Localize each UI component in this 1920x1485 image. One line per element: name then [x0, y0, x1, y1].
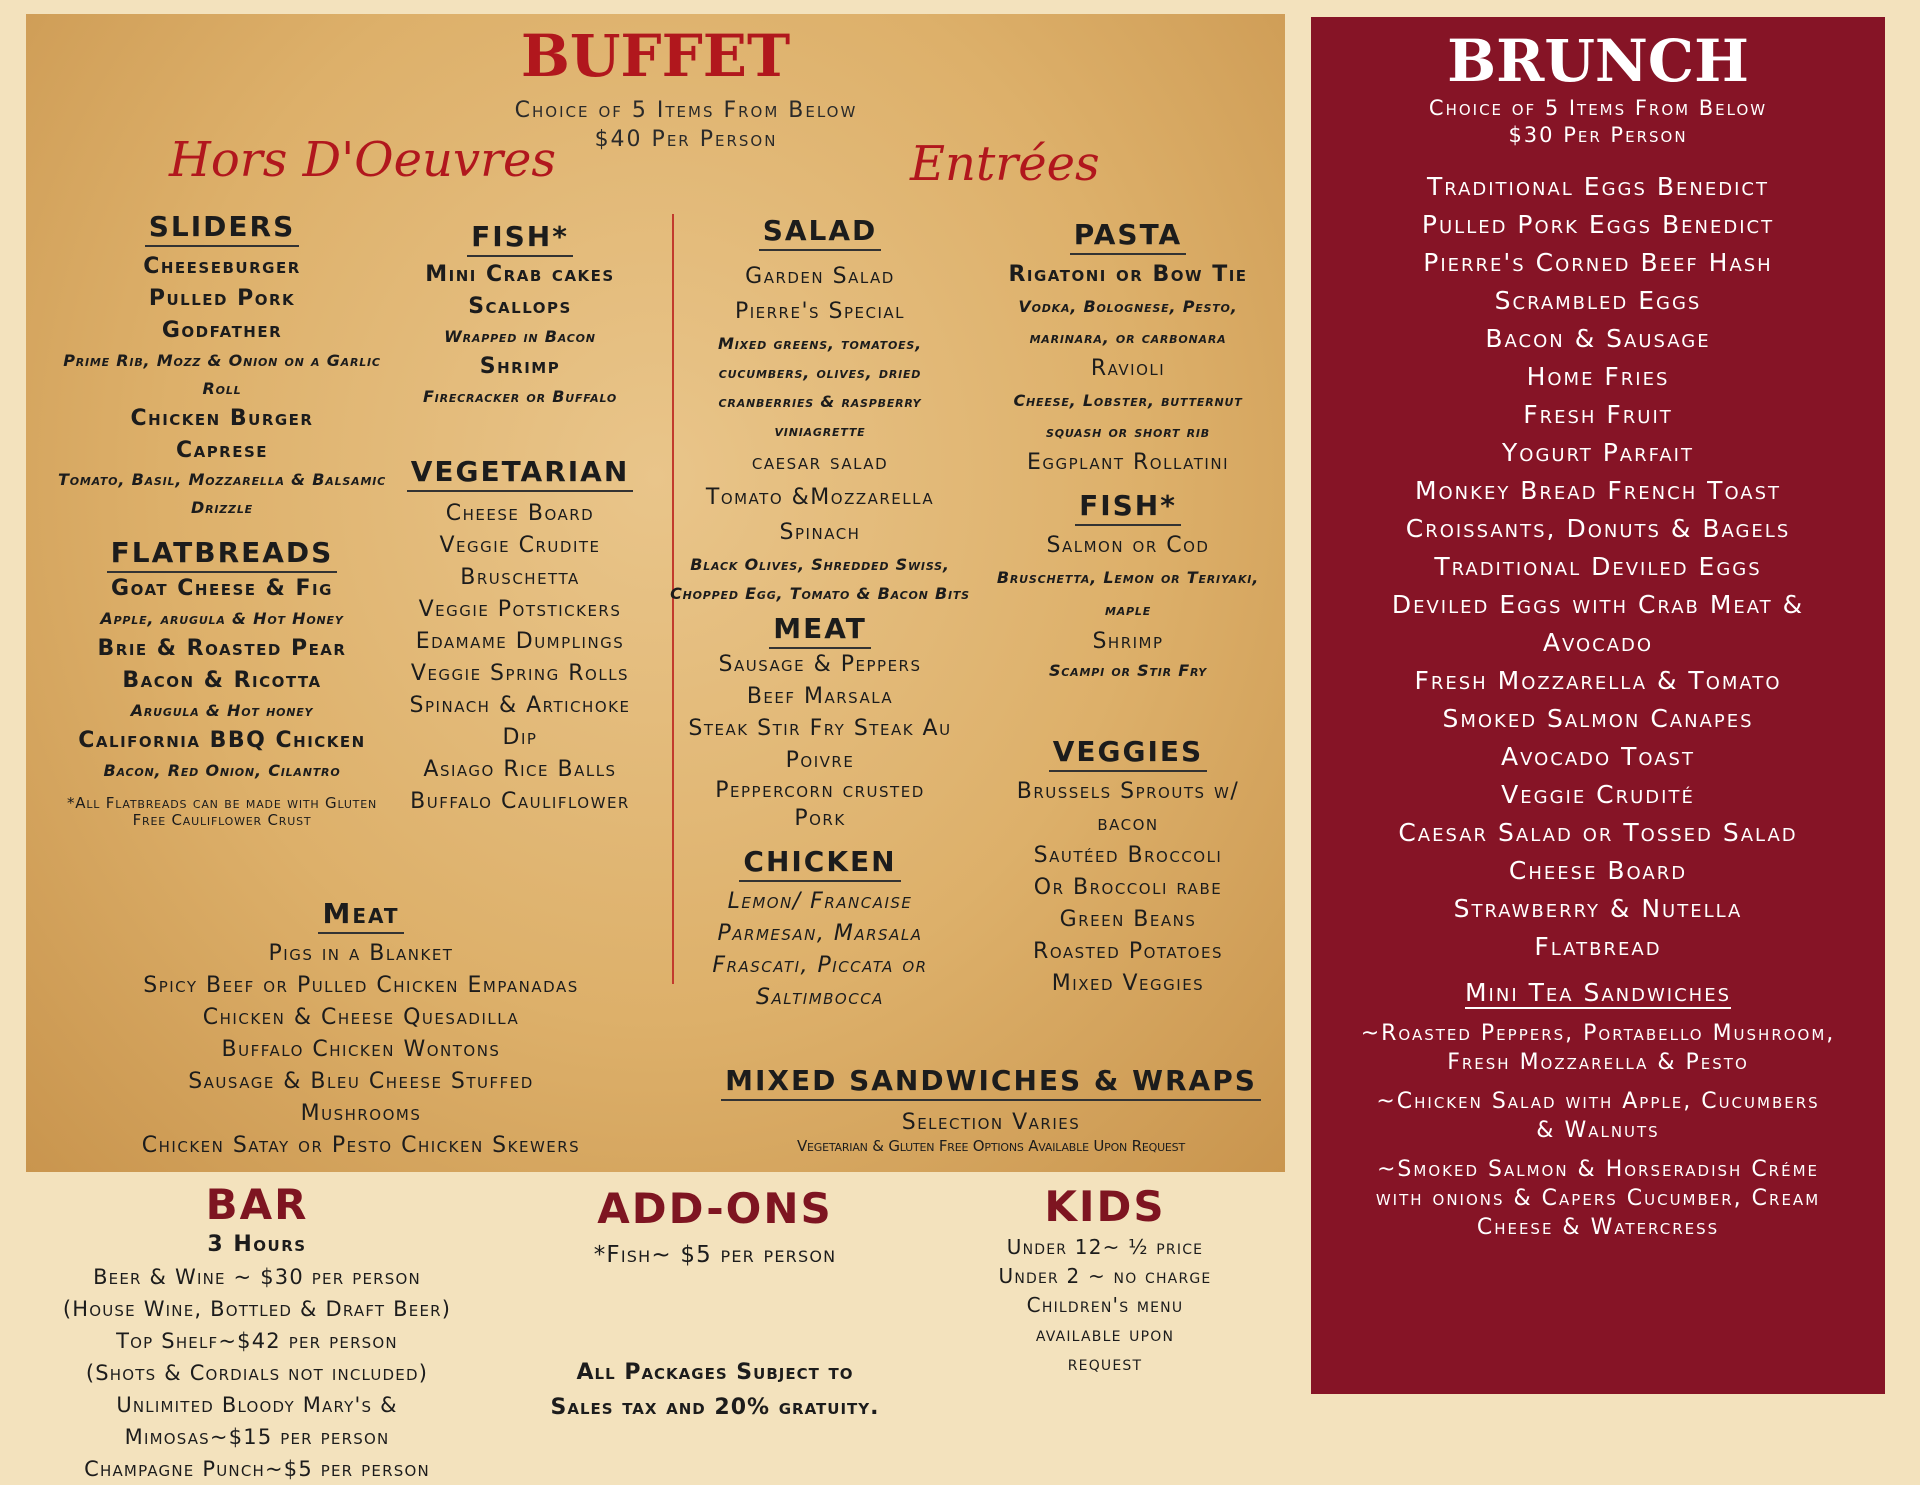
salad-section [658, 214, 982, 1014]
packages-note-line: All Packages Subject to [576, 1360, 854, 1385]
bar-line: Top Shelf~$42 per person [116, 1329, 398, 1353]
brunch-item: Veggie Crudité [1501, 779, 1695, 809]
item-description: Bacon, Red Onion, Cilantro [103, 761, 341, 781]
kids-section [960, 1182, 1250, 1378]
menu-item: Edamame Dumplings [415, 628, 625, 654]
menu-item: Sausage & Peppers [718, 652, 922, 677]
menu-item: Salmon or Cod [1046, 532, 1210, 558]
item-description: Cheese, Lobster, butternut squash or short rib [1013, 390, 1243, 441]
sliders-section [30, 210, 414, 830]
fish-entree-heading: FISH* [1075, 489, 1181, 526]
menu-item: Veggie Spring Rolls [410, 660, 630, 686]
brunch-item: Home Fries [1526, 361, 1670, 391]
menu-item: Asiago Rice Balls [423, 756, 617, 782]
menu-item: Beef Marsala [746, 684, 894, 709]
brunch-item: Pierre's Corned Beef Hash [1423, 247, 1773, 277]
bar-subtitle: 3 Hours [207, 1232, 307, 1257]
brunch-list [1311, 168, 1885, 966]
item-description: Wrapped in Bacon [444, 326, 596, 346]
menu-item: Godfather [161, 317, 283, 343]
bar-line: (House Wine, Bottled & Draft Beer) [62, 1297, 452, 1321]
sandwiches-heading: MIXED SANDWICHES & WRAPS [721, 1064, 1261, 1101]
bar-line: Beer & Wine ~ $30 per person [93, 1265, 421, 1289]
menu-item: Chicken Burger [130, 405, 314, 431]
menu-item: Bacon & Ricotta [122, 668, 322, 694]
menu-item: Sausage & Bleu Cheese Stuffed Mushrooms [188, 1069, 534, 1126]
item-description: Apple, arugula & Hot Honey [100, 609, 344, 629]
salad-heading: SALAD [759, 214, 882, 251]
pasta-heading: PASTA [1070, 218, 1186, 255]
brunch-item: Traditional Deviled Eggs [1434, 551, 1762, 581]
menu-item: Roasted Potatoes [1033, 939, 1223, 965]
bar-line: Mimosas~$15 per person [124, 1425, 390, 1449]
item-description: Lemon/ Francaise Parmesan, Marsala Frascati, Piccata or Saltimbocca [712, 889, 928, 1010]
buffet-price: $40 Per Person [594, 127, 778, 152]
sandwiches-options: Vegetarian & Gluten Free Options Available Upon Request [796, 1137, 1185, 1155]
menu-item: caesar salad [751, 450, 889, 475]
brunch-item: Monkey Bread French Toast [1414, 475, 1782, 505]
sandwiches-line: Selection Varies [901, 1110, 1081, 1135]
menu-item: Mini Crab cakes [425, 262, 615, 287]
bar-section [20, 1180, 494, 1485]
brunch-title: BRUNCH [1447, 27, 1749, 95]
addons-fish: *Fish~ $5 per person [593, 1242, 837, 1268]
buffet-subtitle: Choice of 5 Items From Below [514, 98, 858, 123]
buffet-title: BUFFET [520, 22, 791, 90]
kids-line: Under 12~ ½ price [1006, 1235, 1204, 1259]
bar-line: Unlimited Bloody Mary's & [116, 1393, 398, 1417]
item-description: Bruschetta, Lemon or Teriyaki, maple [996, 567, 1260, 619]
menu-item: Mixed Veggies [1051, 971, 1205, 997]
brunch-item: Pulled Pork Eggs Benedict [1421, 209, 1775, 239]
meat-entree-heading: MEAT [769, 612, 871, 649]
brunch-item: Caesar Salad or Tossed Salad [1398, 817, 1798, 847]
menu-item: Spinach [779, 520, 861, 545]
menu-item: Cheeseburger [143, 254, 301, 279]
item-description: Mixed greens, tomatoes, cucumbers, olives, dried cranberries & raspberry viniagrette [717, 334, 923, 440]
bar-line: (Shots & Cordials not included) [85, 1361, 429, 1385]
menu-item: Veggie Crudite [439, 532, 601, 558]
brunch-price: $30 Per Person [1508, 123, 1688, 148]
menu-item: Pierre's Special [734, 299, 906, 324]
item-description: Firecracker or Buffalo [422, 386, 618, 406]
brunch-subtitle: Choice of 5 Items From Below [1428, 96, 1768, 120]
menu-item: Cheese Board [445, 500, 595, 526]
bar-line: Champagne Punch~$5 per person [84, 1457, 430, 1481]
brunch-item: Traditional Eggs Benedict [1427, 171, 1769, 201]
menu-item: Veggie Potstickers [418, 596, 622, 622]
veggies-heading: VEGGIES [1049, 735, 1207, 772]
brunch-item: Yogurt Parfait [1502, 437, 1694, 467]
menu-item: Chicken Satay or Pesto Chicken Skewers [141, 1133, 581, 1158]
item-description: Vodka, Bolognese, Pesto, marinara, or carbonara [1018, 296, 1238, 347]
brunch-item: Cheese Board [1508, 855, 1688, 885]
brunch-panel [1311, 17, 1885, 1394]
kids-line: request [1067, 1351, 1143, 1375]
menu-item: Peppercorn crusted Pork [715, 778, 925, 831]
brunch-item: Scrambled Eggs [1494, 285, 1702, 315]
hors-doeuvres-title: Hors D'Oeuvres [169, 132, 557, 188]
flatbreads-heading: FLATBREADS [107, 536, 338, 573]
item-description: Black Olives, Shredded Swiss, Chopped Egg, Tomato & Bacon Bits [670, 555, 970, 603]
menu-item: Pigs in a Blanket [268, 941, 454, 966]
menu-item: Tomato &Mozzarella [705, 485, 935, 510]
menu-item: Bruschetta [460, 564, 580, 590]
sliders-heading: SLIDERS [145, 210, 300, 247]
addons-title: ADD-ONS [597, 1184, 833, 1233]
bar-title: BAR [205, 1180, 309, 1229]
menu-item: Brie & Roasted Pear [97, 636, 347, 662]
menu-item: Spicy Beef or Pulled Chicken Empanadas [143, 973, 579, 998]
item-description: Arugula & Hot honey [130, 701, 314, 721]
entrees-title: Entrées [910, 136, 1100, 192]
fish-hors-section [370, 220, 670, 818]
packages-note-line: Sales tax and 20% gratuity. [550, 1395, 880, 1420]
menu-item: Spinach & Artichoke Dip [409, 692, 631, 750]
tea-item: ~Chicken Salad with Apple, Cucumbers & Walnuts [1376, 1088, 1820, 1143]
brunch-item: Fresh Mozzarella & Tomato [1414, 665, 1782, 695]
chicken-heading: CHICKEN [739, 845, 900, 882]
flatbread-note: *All Flatbreads can be made with Gluten Free Cauliflower Crust [67, 794, 377, 830]
menu-item: California BBQ Chicken [78, 728, 366, 754]
menu-item: Pulled Pork [148, 285, 296, 311]
menu-item: Garden Salad [745, 264, 895, 289]
menu-item: Sautéed Broccoli Or Broccoli rabe [1033, 843, 1223, 901]
menu-item: Rigatoni or Bow Tie [1008, 262, 1248, 287]
menu-item: Chicken & Cheese Quesadilla [202, 1005, 520, 1030]
menu-item: Eggplant Rollatini [1026, 449, 1229, 475]
menu-item: Buffalo Chicken Wontons [221, 1037, 501, 1062]
brunch-item: Avocado Toast [1501, 741, 1695, 771]
brunch-item: Bacon & Sausage [1485, 323, 1711, 353]
buffet-panel [26, 14, 1285, 1172]
packages-note [500, 1355, 930, 1425]
vegetarian-heading: VEGETARIAN [407, 455, 634, 492]
item-description: Prime Rib, Mozz & Onion on a Garlic Roll [63, 350, 381, 398]
menu-item: Goat Cheese & Fig [111, 576, 333, 602]
meat-heading: Meat [318, 897, 403, 934]
tea-sandwiches-heading: Mini Tea Sandwiches [1464, 977, 1732, 1007]
pasta-section [976, 218, 1280, 1000]
item-description: Scampi or Stir Fry [1048, 661, 1208, 681]
kids-line: Under 2 ~ no charge [998, 1264, 1212, 1288]
kids-title: KIDS [1044, 1182, 1166, 1231]
menu-item: Buffalo Cauliflower [410, 788, 630, 814]
menu-item: Steak Stir Fry Steak Au Poivre [688, 716, 952, 773]
tea-item: ~Roasted Peppers, Portabello Mushroom, Fresh Mozzarella & Pesto [1360, 1020, 1836, 1075]
menu-item: Brussels Sprouts w/ bacon [1016, 779, 1240, 837]
sandwiches-section [676, 1064, 1306, 1155]
brunch-item: Strawberry & Nutella Flatbread [1453, 893, 1743, 961]
menu-item: Scallops [468, 293, 572, 319]
menu-item: Green Beans [1059, 907, 1197, 933]
meat-hors-section [46, 897, 676, 1162]
fish-heading: FISH* [467, 220, 573, 257]
menu-item: Caprese [175, 437, 269, 463]
tea-item: ~Smoked Salmon & Horseradish Créme with onions & Capers Cucumber, Cream Cheese & Watercress [1375, 1156, 1821, 1240]
kids-line: Children's menu [1026, 1293, 1184, 1317]
menu-item: Shrimp [1092, 628, 1164, 654]
menu-item: Shrimp [479, 353, 561, 379]
addons-section [500, 1184, 930, 1425]
menu-item: Ravioli [1090, 355, 1166, 381]
kids-line: available upon [1035, 1322, 1175, 1346]
brunch-item: Croissants, Donuts & Bagels [1405, 513, 1791, 543]
brunch-item: Smoked Salmon Canapes [1442, 703, 1754, 733]
brunch-item: Fresh Fruit [1523, 399, 1673, 429]
item-description: Tomato, Basil, Mozzarella & Balsamic Drizzle [58, 470, 386, 518]
brunch-item: Deviled Eggs with Crab Meat & Avocado [1391, 589, 1805, 657]
